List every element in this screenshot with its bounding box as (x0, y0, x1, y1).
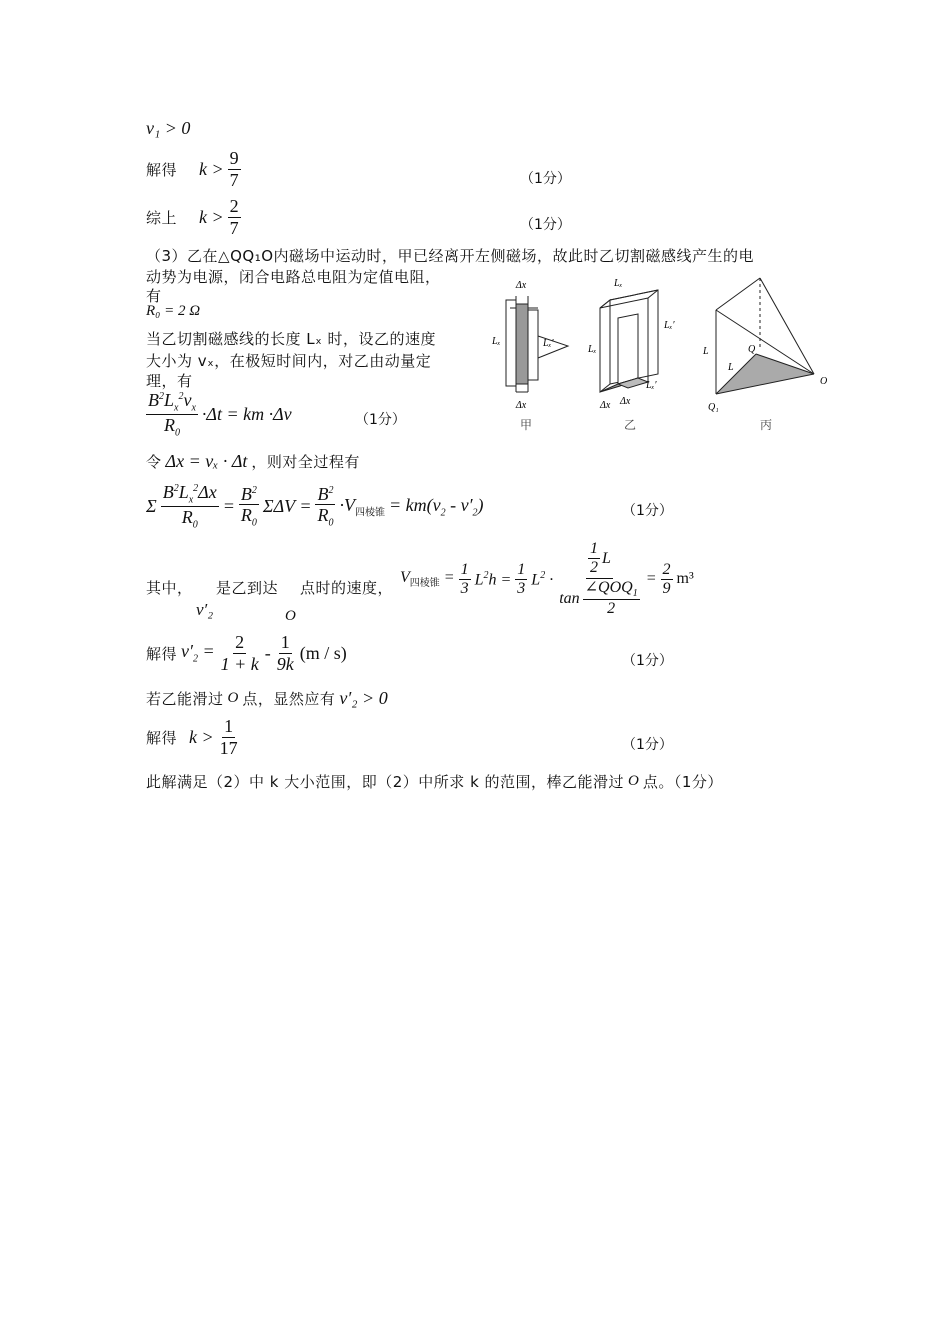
score-5: （1分） (622, 653, 673, 669)
bing-O: O (820, 376, 828, 387)
eq-k-gt-1-17: 解得 k > $\frac{1}{17}$ (146, 716, 238, 758)
score-1: （1分） (520, 171, 571, 187)
fraction-9-7: $\frac{9}{7}$ (229, 148, 239, 190)
yi-lxp-right: Lₓ′ (664, 320, 675, 331)
bing-Q1: Q₁ (708, 402, 719, 413)
bing-L-inner: L (728, 362, 734, 373)
final-conclusion: 此解满足（2）中 k 大小范围，即（2）中所求 k 的范围，棒乙能滑过 O 点。（1分） (146, 773, 723, 791)
bing-Q: Q (748, 344, 756, 355)
eq-momentum: $\frac{B^2L_x^2v_x}{R_0}$ ·Δt = km ·Δv (148, 390, 292, 439)
eq-k-gt-9-7 (146, 148, 241, 190)
reach-label: 是乙到达 (216, 579, 279, 597)
part3-line2: 动势为电源，闭合电路总电阻为定值电阻， (146, 268, 441, 286)
eq-k-gt-2-7 (146, 196, 241, 238)
k-gt: k > (199, 158, 224, 179)
v2prime-sym: v′₂ (196, 600, 214, 619)
score-3: （1分） (355, 412, 406, 428)
jia-dx-bottom: Δx (515, 400, 527, 411)
part4-line3: 理，有 (146, 372, 193, 390)
figure-yi (600, 290, 658, 392)
point-O: O (285, 608, 296, 624)
summary-label: 综上 (146, 208, 178, 227)
eq-v2prime: 解得 $v'_2$ = $\frac{2}{1 + k}$ - $\frac{1}{9k}$ (m / s) (146, 632, 347, 674)
score-4: （1分） (622, 503, 673, 519)
fraction-2-7: $\frac{2}{7}$ (229, 196, 239, 238)
yi-lx-top: Lₓ (614, 278, 623, 289)
part4-line2: 大小为 vₓ，在极短时间内，对乙由动量定 (146, 352, 432, 370)
eq-v1-positive: v₁ > 0 (146, 118, 191, 138)
jia-dx-top: Δx (515, 280, 527, 291)
figure-group (488, 274, 838, 439)
yi-lxp-bottom: Lₓ′ (646, 380, 657, 391)
jia-lx: Lₓ (492, 336, 501, 347)
yi-dx-2: Δx (620, 396, 631, 407)
eq-dx: Δx = vₓ · Δt (165, 451, 248, 471)
bing-L-left: L (703, 346, 709, 357)
figure-bing (716, 278, 814, 394)
line-if-pass: 若乙能滑过 O 点，显然应有 v′₂ > 0 (146, 688, 388, 708)
part4-line1: 当乙切割磁感线的长度 Lₓ 时，设乙的速度 (146, 330, 437, 348)
score-2: （1分） (520, 217, 571, 233)
figure-jia (506, 296, 568, 392)
part3-line3: 有 (146, 287, 162, 305)
speed-label: 点时的速度， (300, 579, 394, 597)
yi-dx-1: Δx (600, 400, 611, 411)
part3-line1: （3）乙在△QQ₁O内磁场中运动时，甲已经离开左侧磁场，故此时乙切割磁感线产生的电 (146, 247, 755, 265)
caption-yi: 乙 (623, 418, 637, 432)
caption-jia: 甲 (519, 418, 533, 432)
yi-lx-left: Lₓ (588, 344, 597, 355)
caption-bing: 丙 (759, 418, 773, 432)
line-let-dx: 令 Δx = vₓ · Δt ，则对全过程有 (146, 451, 360, 471)
unit-m3: m³ (676, 570, 694, 588)
where-label: 其中， (146, 579, 193, 597)
eq-r0: R₀ = 2 Ω (146, 303, 201, 319)
score-6: （1分） (622, 737, 673, 753)
solve-label: 解得 (146, 160, 178, 179)
jia-lxp: Lₓ′ (543, 338, 554, 349)
eq-volume: $V_{四棱锥}$ = $\frac{1}{3}$ $L^2h$ = $\frac{1}{3}$ $L^2$ · $\frac{1}{2}$ L tan $\frac{\angle QOQ_1}{2}$ = $\frac{2}{9}$ m³ (400, 540, 694, 618)
eq-summation: Σ $\frac{B^2L_x^2\Delta x}{R_0}$ = $\frac{B^2}{R_0}$ ΣΔV = $\frac{B^2}{R_0}$ $\cdot V_{四棱锥}$ = $km(v_2 - v'_2)$ (146, 482, 484, 531)
k-gt: k > (199, 206, 224, 227)
